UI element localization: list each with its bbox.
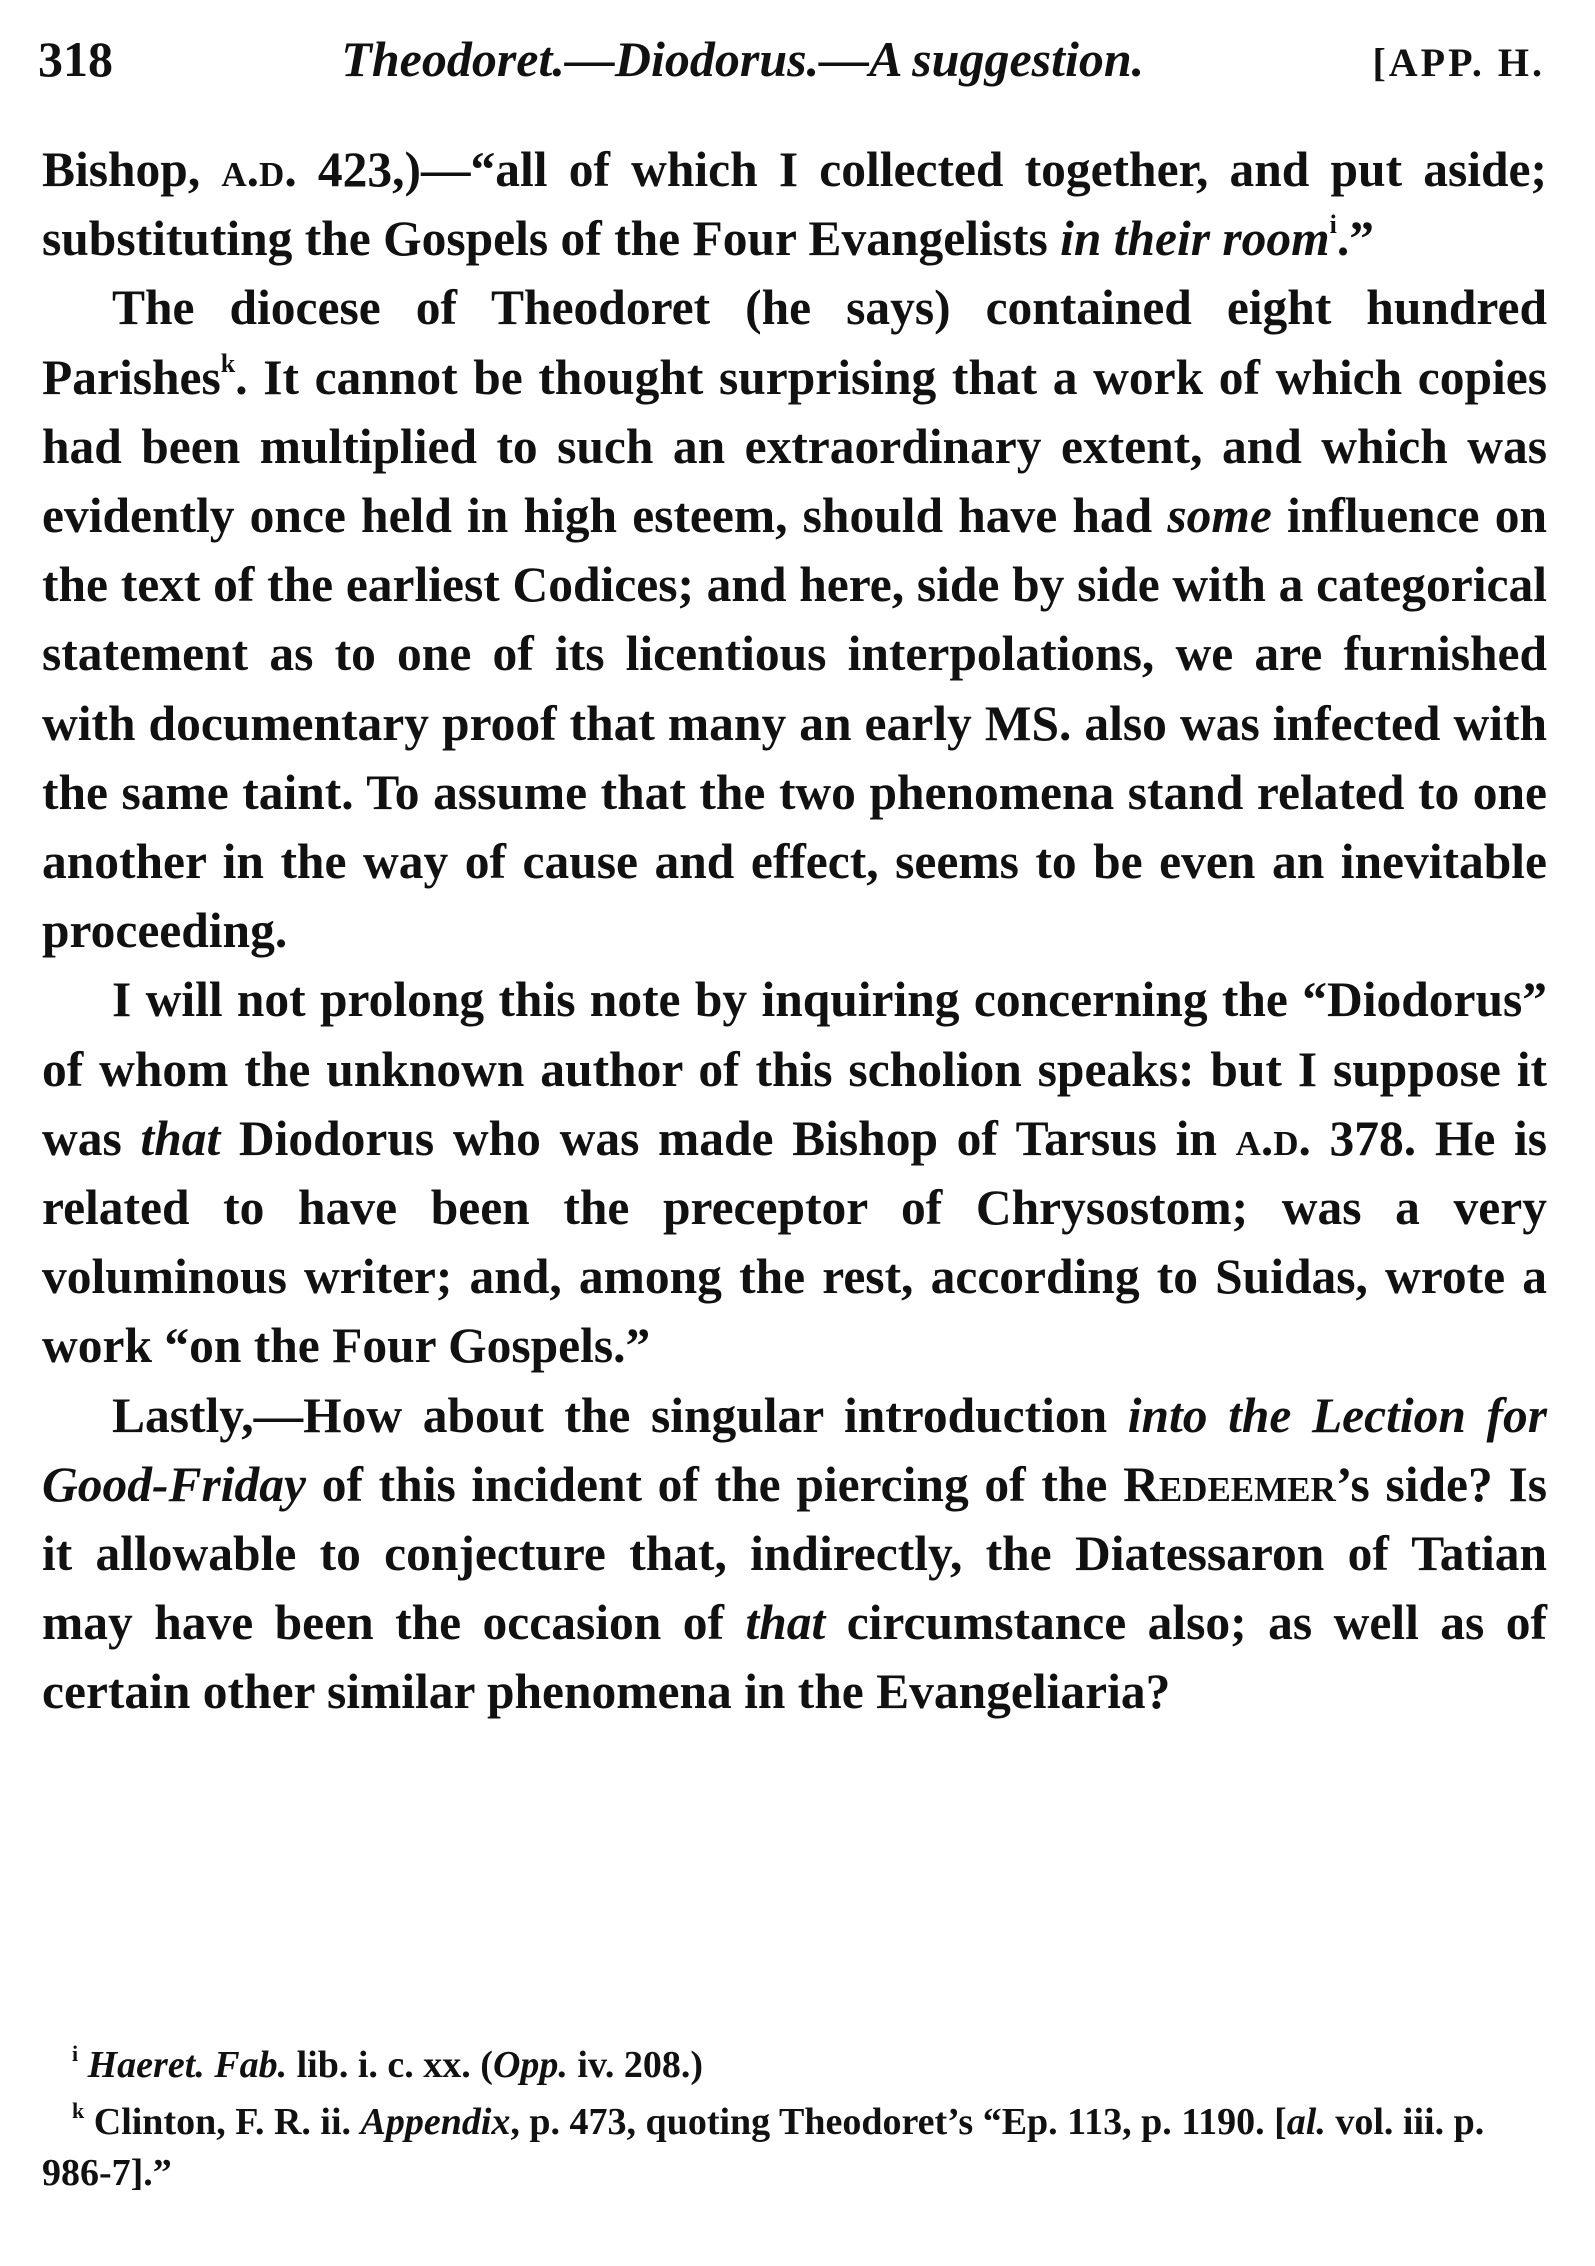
text-run: 423,)—“all of which I collected together, and put aside; substituting the Gospels of the Four Evangelists	[42, 142, 1547, 267]
footnote-mark: k	[72, 2098, 85, 2123]
footnote-ref-i: i	[1329, 210, 1337, 240]
text-run: circumstance also; as well as of certain other similar phenomena in the Evangeliaria?	[42, 1595, 1547, 1720]
text-run: of this incident of the piercing of the	[305, 1456, 1124, 1512]
text-run: Lastly,—How about the singular introduction	[112, 1387, 1128, 1443]
text-run: .”	[1336, 211, 1375, 267]
text-run: influence on the text of the earliest Codices; and here, side by side with a categorical statement as to one of its licentious interpolations, we are furnished with documentary proof that many an early MS. also was infected with the same taint. To assume that the two phenomena stand related to one another in the way of cause and effect, seems to be even an inevitable proceeding.	[42, 488, 1547, 959]
text-run: that	[140, 1110, 221, 1166]
main-text	[42, 135, 1547, 1727]
running-title: Theodoret.—Diodorus.—A suggestion.	[341, 31, 1145, 87]
text-run: in their room	[1060, 211, 1330, 267]
text-run: Opp.	[492, 2044, 568, 2086]
text-run: lib. i. c. xx. (	[287, 2044, 493, 2086]
footnote-mark: i	[72, 2041, 79, 2066]
text-run: , p. 473, quoting Theodoret’s “Ep. 113, p. 1190. [	[510, 2101, 1287, 2143]
text-run: I will not prolong this note by inquiring concerning the “Diodorus” of whom the unknown author of this scholion speaks: but I suppose it was	[42, 972, 1547, 1166]
text-run: Redeemer	[1123, 1456, 1336, 1512]
text-run: Bishop,	[42, 142, 222, 197]
paragraph-1	[42, 135, 1547, 273]
text-run: Diodorus who was made Bishop of Tarsus in	[220, 1110, 1236, 1166]
footnotes	[42, 2040, 1547, 2205]
section-label: [APP. H.	[1372, 40, 1545, 85]
footnote-k	[42, 2097, 1547, 2199]
text-run: a.d.	[221, 142, 297, 197]
text-run: into the Lection for Good-Friday	[42, 1387, 1548, 1512]
footnote-ref-k: k	[220, 348, 236, 378]
text-run: a.d.	[1235, 1110, 1311, 1166]
text-run: Haeret. Fab.	[87, 2044, 288, 2086]
text-run: 378. He is related to have been the preceptor of Chrysostom; was a very voluminous writer; and, among the rest, according to Suidas, wrote a work “on the Four Gospels.”	[42, 1110, 1548, 1374]
footnote-i	[42, 2040, 1547, 2091]
paragraph-4	[42, 1381, 1547, 1727]
text-run: ’s side? Is it allowable to conjecture that, indirectly, the Diatessaron of Tatian may have been the occasion of	[42, 1456, 1547, 1651]
text-run: iv. 208.)	[567, 2044, 704, 2086]
paragraph-3	[42, 965, 1547, 1380]
running-header	[38, 30, 1545, 110]
text-run: . It cannot be thought surprising that a work of which copies had been multiplied to such an extraordinary extent, and which was evidently once held in high esteem, should have had	[42, 349, 1547, 544]
text-run: Appendix	[360, 2101, 511, 2143]
text-run: some	[1167, 488, 1272, 544]
paragraph-2	[42, 273, 1547, 965]
text-run: Clinton, F. R. ii.	[93, 2101, 361, 2143]
text-run: The diocese of Theodoret (he says) contained eight hundred Parishes	[42, 280, 1547, 405]
text-run: vol. iii. p. 986-7].”	[42, 2101, 1485, 2194]
text-run: that	[745, 1595, 826, 1651]
text-run: al.	[1286, 2101, 1326, 2143]
page-number: 318	[38, 31, 113, 87]
